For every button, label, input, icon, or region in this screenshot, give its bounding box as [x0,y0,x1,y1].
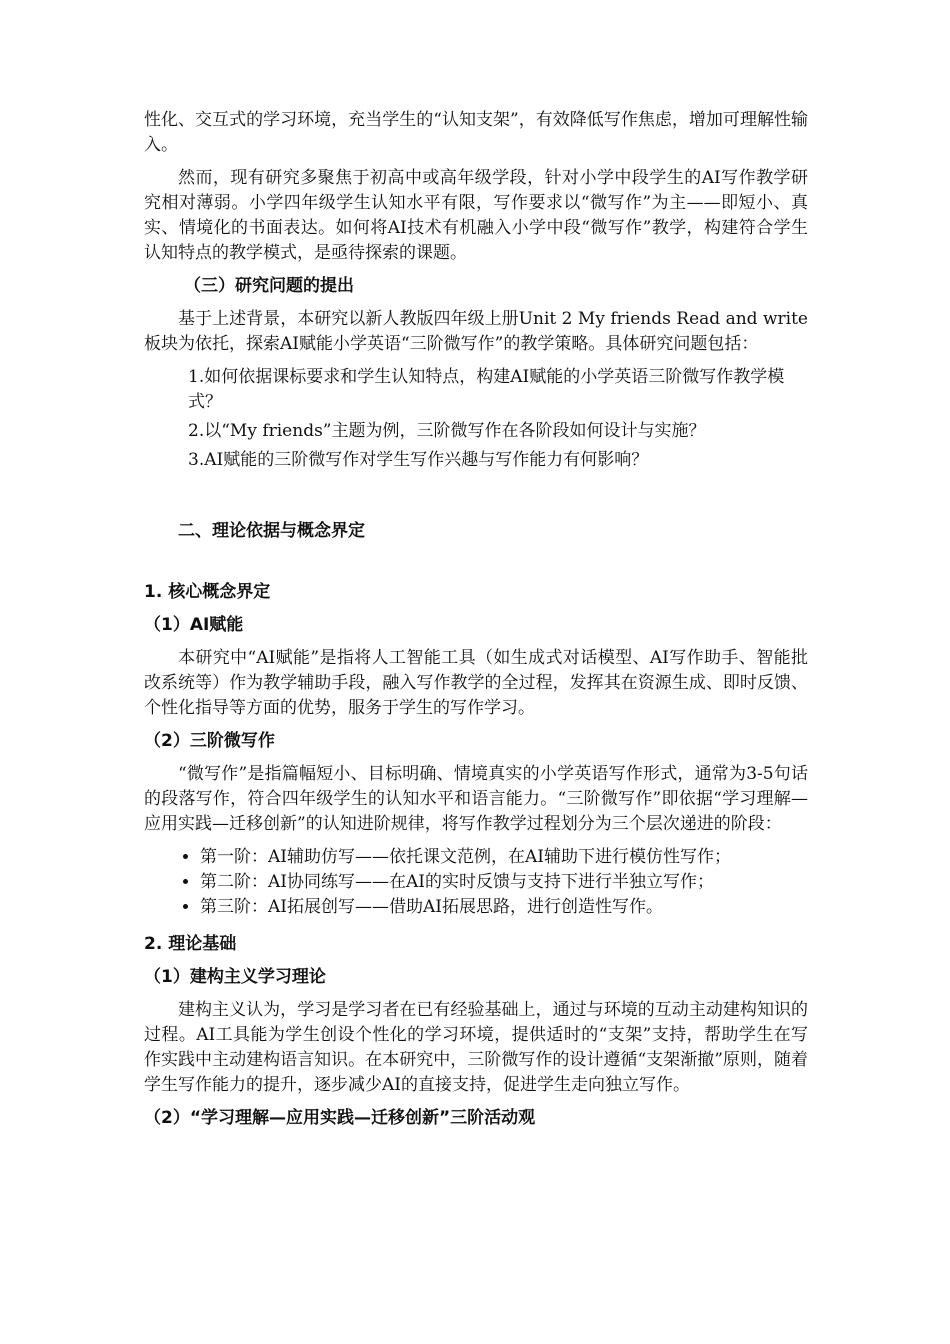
stage-list [174,845,808,920]
intro-paragraph-tail: 性化、交互式的学习环境，充当学生的“认知支架”，有效降低写作焦虑，增加可理解性输入。 [144,110,808,155]
research-questions-list [188,365,808,473]
activity-view-heading: （2）“学习理解—应用实践—迁移创新”三阶活动观 [144,1108,536,1128]
concept-ai-empowerment-text: 本研究中“AI赋能”是指将人工智能工具（如生成式对话模型、AI写作助手、智能批改系统等）作为教学辅助手段，融入写作教学的全过程，发挥其在资源生成、即时反馈、个性化指导等方面的优势，服务于学生的写作学习。 [144,648,808,718]
research-questions-intro: 基于上述背景，本研究以新人教版四年级上册Unit 2 My friends Read and write板块为依托，探索AI赋能小学英语“三阶微写作”的教学策略。具体研究问题包括： [144,309,808,354]
theory-basis-heading: 2. 理论基础 [144,934,237,954]
research-question-3: 3.AI赋能的三阶微写作对学生写作兴趣与写作能力有何影响？ [188,450,649,470]
stage-item-1: • 第一阶：AI辅助仿写——依托课文范例，在AI辅助下进行模仿性写作； [200,845,808,870]
concept-ai-empowerment-heading: （1）AI赋能 [144,615,244,635]
document-page [144,108,808,1139]
research-questions-heading: （三）研究问题的提出 [184,276,354,296]
concept-three-stage-text: “微写作”是指篇幅短小、目标明确、情境真实的小学英语写作形式，通常为3-5句话的段落写作，符合四年级学生的认知水平和语言能力。“三阶微写作”即依据“学习理解—应用实践—迁移创新”的认知进阶规律，将写作教学过程划分为三个层次递进的阶段： [144,764,808,834]
section-2-heading: 二、理论依据与概念界定 [178,521,365,541]
concept-three-stage-heading: （2）三阶微写作 [144,731,275,751]
constructivism-heading: （1）建构主义学习理论 [144,967,326,987]
stage-item-3: • 第三阶：AI拓展创写——借助AI拓展思路，进行创造性写作。 [200,895,808,920]
research-question-2: 2.以“My friends”主题为例，三阶微写作在各阶段如何设计与实施？ [188,421,706,441]
stage-item-2: • 第二阶：AI协同练写——在AI的实时反馈与支持下进行半独立写作； [200,870,808,895]
intro-paragraph-2: 然而，现有研究多聚焦于初高中或高年级学段，针对小学中段学生的AI写作教学研究相对薄弱。小学四年级学生认知水平有限，写作要求以“微写作”为主——即短小、真实、情境化的书面表达。如何将AI技术有机融入小学中段“微写作”教学，构建符合学生认知特点的教学模式，是亟待探索的课题。 [144,168,808,263]
research-question-1: 1.如何依据课标要求和学生认知特点，构建AI赋能的小学英语三阶微写作教学模式？ [188,367,785,412]
constructivism-text: 建构主义认为，学习是学习者在已有经验基础上，通过与环境的互动主动建构知识的过程。AI工具能为学生创设个性化的学习环境，提供适时的“支架”支持，帮助学生在写作实践中主动建构语言知识。在本研究中，三阶微写作的设计遵循“支架渐撤”原则，随着学生写作能力的提升，逐步减少AI的直接支持，促进学生走向独立写作。 [144,1000,808,1095]
core-concepts-heading: 1. 核心概念界定 [144,582,271,602]
